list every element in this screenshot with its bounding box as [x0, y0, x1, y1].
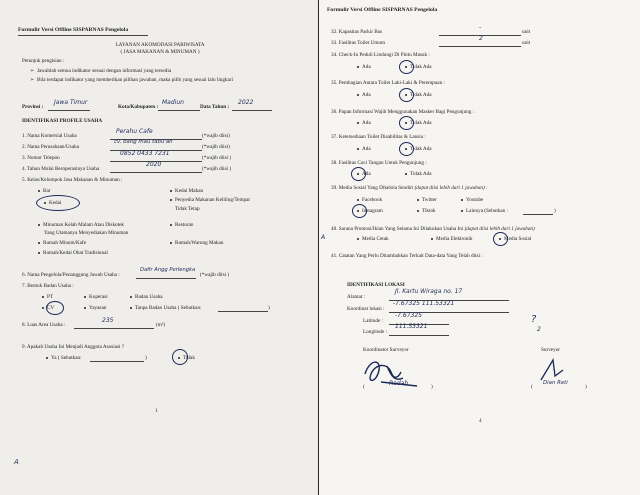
option-rumah-makan[interactable]: Rumah/Warung Makan: [170, 240, 223, 246]
page-number: 4: [479, 418, 482, 424]
form-header: Formulir Versi Offline SISPARNAS Pengelola: [327, 7, 438, 13]
form-subtitle: ( JASA MAKANAN & MINUMAN ): [120, 49, 200, 55]
selected-circle-mark: [493, 232, 508, 246]
q8-unit: (m²): [156, 322, 166, 328]
surveyor-name: Dian Reti: [543, 380, 568, 386]
tanpa-badan-line: [218, 311, 268, 312]
koordinator-name: Radah: [389, 380, 409, 387]
option-media-sosial[interactable]: Media Sosial: [499, 236, 531, 242]
q33-value[interactable]: 2: [479, 35, 483, 42]
left-form-page: [0, 0, 318, 495]
margin-mark: 2: [537, 326, 541, 333]
question-33: 33. Fasilitas Toilet Umum: [331, 40, 386, 46]
kota-line: [158, 110, 200, 111]
longitude-label: Longitude :: [363, 329, 388, 335]
data-tahun-value[interactable]: 2022: [238, 99, 254, 106]
selected-circle-mark: [399, 88, 414, 102]
data-tahun-line: [232, 110, 272, 111]
option-penyedia-keliling-2: Tidak Tetap: [175, 206, 200, 212]
option-kedai-obat[interactable]: Rumah/Kedai Obat Tradisional: [38, 250, 108, 256]
provinsi-label: Provinsi :: [22, 104, 44, 110]
q33-line: [439, 46, 521, 47]
provinsi-value[interactable]: Jawa Timur: [54, 99, 88, 106]
question-32: 32. Kapasitas Parkir Bus: [331, 29, 383, 35]
field-label: 4. Tahun Mulai Beroperasinya Usaha: [22, 166, 100, 172]
option-tidak-ada[interactable]: Tidak Ada: [405, 64, 432, 70]
option-twitter[interactable]: Twitter: [417, 197, 437, 203]
option-ya[interactable]: Ya ( Sebutkan:: [46, 355, 82, 361]
selected-circle-mark: [36, 195, 80, 211]
section-title: IDENTIFIKASI PROFILE USAHA: [22, 118, 103, 124]
longitude-value[interactable]: 111.53321: [395, 323, 428, 330]
selected-circle-mark: [351, 167, 366, 181]
field-note: (*wajib diisi): [202, 144, 230, 150]
field-label: 3. Nomor Telepon: [22, 155, 60, 161]
option-ada[interactable]: Ada: [357, 92, 371, 98]
lainnya-line: [523, 214, 553, 215]
surveyor-close: ): [585, 384, 587, 390]
form-header: Formulir Versi Offline SISPARNAS Pengelola: [18, 27, 129, 33]
koordinat-label: Koordinat lokasi :: [347, 306, 385, 312]
selected-circle-mark: [399, 142, 414, 156]
option-tidak-ada[interactable]: Tidak Ada: [405, 120, 432, 126]
field-value[interactable]: 2020: [146, 161, 162, 168]
selected-circle-mark: [399, 116, 414, 130]
option-kelab-2: Yang Utamanya Menyediakan Minuman: [44, 230, 129, 236]
q6-note: (*wajib diisi ): [200, 272, 230, 278]
option-ada[interactable]: Ada: [357, 146, 371, 152]
question-8: 8. Luas Area Usaha :: [22, 322, 66, 328]
question-6: 6. Nama Pengelola/Penanggung Jawab Usaha :: [22, 272, 120, 278]
koordinator-label: Koordinator Surveyor: [363, 347, 409, 353]
q33-unit: unit: [522, 40, 531, 46]
option-media-cetak[interactable]: Media Cetak: [357, 236, 389, 242]
surveyor-open: (: [531, 384, 533, 390]
latitude-value[interactable]: -7.67325: [395, 312, 422, 319]
option-kedai-makan[interactable]: Kedai Makan: [170, 188, 203, 194]
option-instagram[interactable]: Instagram: [357, 208, 383, 214]
field-value[interactable]: 0852 0433 7231: [120, 150, 170, 157]
provinsi-line: [48, 110, 90, 111]
field-note: (*wajib diisi ): [202, 155, 232, 161]
option-cv[interactable]: CV: [42, 305, 54, 311]
right-form-page: [319, 0, 640, 495]
option-tanpa-badan[interactable]: Tanpa Badan Usaha ( Sebutkan:: [130, 305, 201, 311]
lokasi-title: IDENTIFIKASI LOKASI: [347, 282, 405, 288]
q9-line: [90, 361, 144, 362]
option-penyedia-keliling[interactable]: Penyedia Makanan Keliling/Tempat: [170, 197, 250, 203]
field-note: (*wajib diisi ): [202, 166, 232, 172]
longitude-line: [389, 335, 449, 336]
instruction-item: ➢ Bila terdapat indikator yang memberikan pilihan jawaban, maka pilih yang sesuai lalu lingkari: [30, 77, 234, 83]
koordinator-close: ): [431, 384, 433, 390]
option-ada[interactable]: Ada: [357, 171, 371, 177]
option-badan-usaha[interactable]: Badan Usaha: [130, 294, 163, 300]
option-yayasan[interactable]: Yayasan: [84, 305, 106, 311]
option-youtube[interactable]: Youtube: [461, 197, 483, 203]
option-lainnya[interactable]: Lainnya (Sebutkan :: [461, 208, 508, 214]
question-41: 41. Catatan Yang Perlu Ditambahkan Terkait Data-data Yang Telah diisi :: [331, 253, 483, 259]
q9-close: ): [145, 355, 147, 361]
option-tidak-ada[interactable]: Tidak Ada: [405, 146, 432, 152]
question-35: 35. Pembagian Antara Toilet Laki-Laki & Perempuan :: [331, 80, 445, 86]
selected-circle-mark: [46, 301, 64, 315]
option-pt[interactable]: PT: [42, 294, 53, 300]
option-restoran[interactable]: Restoran: [170, 222, 193, 228]
q6-line: [136, 278, 196, 279]
kota-value[interactable]: Madiun: [162, 99, 184, 106]
field-value[interactable]: Perahu Cafe: [116, 128, 153, 135]
option-tiktok[interactable]: Tiktok: [417, 208, 436, 214]
option-kelab[interactable]: Minuman Kelab Malam Atau Diskotek: [38, 222, 124, 228]
question-36: 36. Papan Informasi Wajib Menggunakan Masker Bagi Pengunjung :: [331, 109, 475, 115]
alamat-value[interactable]: Jl. Kartu Wiraga no. 17: [395, 288, 463, 295]
option-koperasi[interactable]: Koperasi: [84, 294, 108, 300]
field-note: (*wajib diisi): [202, 133, 230, 139]
alamat-label: Alamat :: [347, 294, 366, 300]
question-7: 7. Bentuk Badan Usaha :: [22, 283, 74, 289]
question-39: 39. Media Sosial Yang Dikelola Sendiri (dapat diisi lebih dari 1 jawaban) :: [331, 185, 488, 191]
data-tahun-label: Data Tahun :: [200, 104, 230, 110]
page-number: 1: [155, 408, 158, 414]
corner-mark: A: [14, 458, 19, 466]
field-line: [110, 172, 202, 173]
question-40: 40. Sarana Promosi/Iklan Yang Selama Ini Dilakukan Usaha Ini (dapat diisi lebih dari 1 jawaban): [331, 226, 535, 232]
question-37: 37. Ketersediaan Toilet Disabilitas & Lansia :: [331, 134, 426, 140]
surveyor-label: Surveyor: [541, 347, 561, 353]
q8-value[interactable]: 235: [102, 317, 114, 324]
q32-unit: unit: [522, 29, 531, 35]
selected-circle-mark: [399, 60, 414, 74]
header-rule: [18, 35, 148, 36]
q8-line: [74, 328, 154, 329]
instruction-item: ➢ Jawablah semua indikator sesuai dengan informasi yang tersedia: [30, 68, 172, 74]
margin-mark: ?: [531, 314, 537, 325]
question-5: 5. Kelas/Kelompok Jasa Makanan & Minuman :: [22, 177, 123, 183]
question-9: 9. Apakah Usaha Ini Menjadi Anggota Asosiasi ?: [22, 344, 125, 350]
form-title: LAYANAN AKOMODASI PARIWISATA: [115, 42, 205, 48]
option-media-elektronik[interactable]: Media Elektronik: [431, 236, 472, 242]
koordinator-open: (: [363, 384, 365, 390]
q32-value[interactable]: -: [479, 24, 482, 31]
field-value[interactable]: cv. bang mau tabu'an: [114, 139, 173, 145]
option-rumah-minum[interactable]: Rumah Minum/Kafe: [38, 240, 86, 246]
option-kedai[interactable]: Kedai: [44, 200, 61, 206]
kota-label: Kota/Kabupaten :: [118, 104, 159, 110]
option-tanpa-badan-close: ): [268, 305, 270, 311]
option-tidak-ada[interactable]: Tidak Ada: [405, 92, 432, 98]
latitude-label: Latitude :: [363, 318, 384, 324]
instructions-heading: Petunjuk pengisian :: [22, 58, 65, 64]
selected-circle-mark: [172, 349, 188, 365]
field-label: 1. Nama Komersial Usaha: [22, 133, 77, 139]
selected-circle-mark: [352, 204, 367, 218]
koordinat-value[interactable]: -7.67325 111.53321: [393, 300, 455, 307]
question-34: 34. Check-In Peduli Lindungi Di Pintu Masuk :: [331, 52, 430, 58]
option-tidak-ada[interactable]: Tidak Ada: [405, 171, 432, 177]
q6-value[interactable]: Dafir Angg Perlengka: [140, 267, 196, 273]
option-ada[interactable]: Ada: [357, 120, 371, 126]
margin-mark: A: [321, 234, 326, 241]
field-label: 2. Nama Perusahaan/Usaha: [22, 144, 79, 150]
lainnya-close: ): [554, 208, 556, 214]
option-bar[interactable]: Bar: [38, 188, 51, 194]
question-38: 38. Fasilitas Cuci Tangan Untuk Pengunjung :: [331, 160, 427, 166]
option-facebook[interactable]: Facebook: [357, 197, 382, 203]
option-tidak[interactable]: Tidak: [178, 355, 195, 361]
option-ada[interactable]: Ada: [357, 64, 371, 70]
